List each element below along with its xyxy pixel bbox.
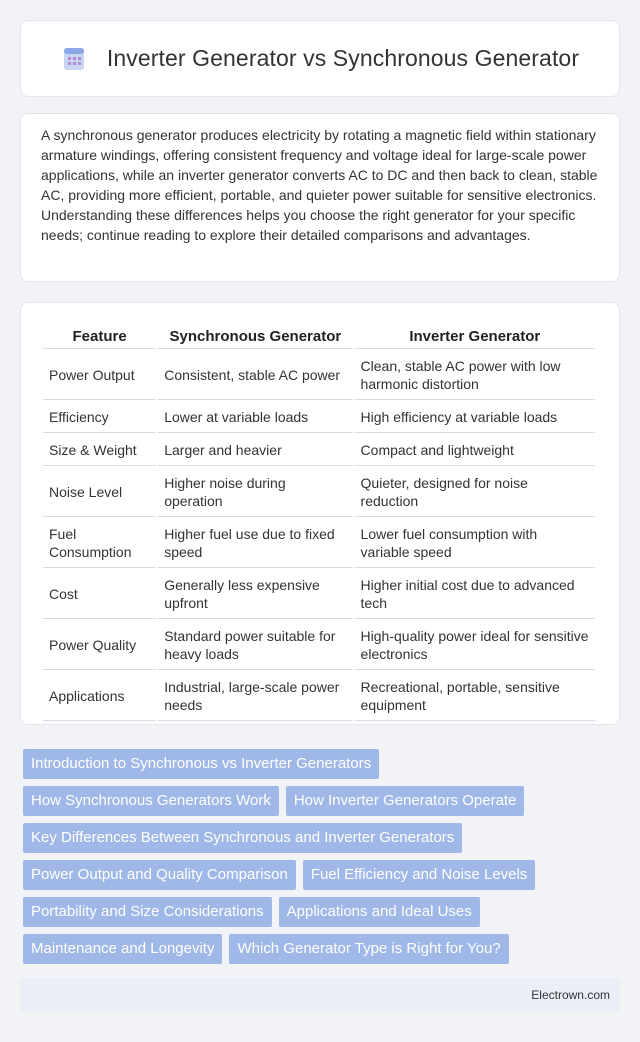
column-header-inverter: Inverter Generator bbox=[355, 325, 595, 349]
table-cell: Consistent, stable AC power bbox=[158, 351, 352, 400]
table-row bbox=[43, 570, 595, 619]
table-row bbox=[43, 435, 595, 466]
table-cell: Industrial, large-scale power needs bbox=[158, 672, 352, 721]
topic-link-portability[interactable]: Portability and Size Considerations bbox=[23, 897, 272, 927]
table-row bbox=[43, 621, 595, 670]
table-cell: High efficiency at variable loads bbox=[355, 402, 595, 433]
table-cell: Size & Weight bbox=[43, 435, 156, 466]
table-row bbox=[43, 351, 595, 400]
table-cell: Quieter, designed for noise reduction bbox=[355, 468, 595, 517]
table-cell: Power Output bbox=[43, 351, 156, 400]
topic-link-key-differences[interactable]: Key Differences Between Synchronous and Inverter Generators bbox=[23, 823, 462, 853]
table-cell: Applications bbox=[43, 672, 156, 721]
table-header-row bbox=[43, 325, 595, 349]
topic-link-inverter-operate[interactable]: How Inverter Generators Operate bbox=[286, 786, 525, 816]
link-row bbox=[23, 786, 623, 816]
table-cell: Lower at variable loads bbox=[158, 402, 352, 433]
intro-paragraph: A synchronous generator produces electricity by rotating a magnetic field within stationary armature windings, offering consistent frequency and voltage ideal for large-scale power applications, while an inverter generator converts AC to DC and then back to clean, stable AC, providing more efficient, portable, and quieter power suitable for sensitive electronics. Understanding these differences helps you choose the right generator for your specific needs; continue reading to explore their detailed comparisons and advantages. bbox=[41, 127, 598, 243]
table-row bbox=[43, 672, 595, 721]
intro-card bbox=[20, 113, 620, 282]
table-row bbox=[43, 402, 595, 433]
footer-site-name: Electrown.com bbox=[531, 988, 610, 1002]
table-cell: Clean, stable AC power with low harmonic distortion bbox=[355, 351, 595, 400]
topic-link-maintenance[interactable]: Maintenance and Longevity bbox=[23, 934, 222, 964]
comparison-table bbox=[41, 323, 597, 723]
topic-links bbox=[23, 749, 623, 971]
table-cell: Higher noise during operation bbox=[158, 468, 352, 517]
table-cell: Fuel Consumption bbox=[43, 519, 156, 568]
link-row bbox=[23, 860, 623, 890]
table-cell: Lower fuel consumption with variable speed bbox=[355, 519, 595, 568]
link-row bbox=[23, 749, 623, 779]
table-cell: Cost bbox=[43, 570, 156, 619]
page-title: Inverter Generator vs Synchronous Generator bbox=[106, 45, 580, 71]
document-icon bbox=[61, 46, 87, 72]
table-cell: Higher fuel use due to fixed speed bbox=[158, 519, 352, 568]
column-header-synchronous: Synchronous Generator bbox=[158, 325, 352, 349]
table-cell: Efficiency bbox=[43, 402, 156, 433]
link-row bbox=[23, 934, 623, 964]
link-row bbox=[23, 823, 623, 853]
link-row bbox=[23, 897, 623, 927]
footer bbox=[20, 978, 620, 1012]
topic-link-introduction[interactable]: Introduction to Synchronous vs Inverter Generators bbox=[23, 749, 379, 779]
topic-link-applications[interactable]: Applications and Ideal Uses bbox=[279, 897, 480, 927]
title-wrap bbox=[61, 45, 579, 72]
table-cell: High-quality power ideal for sensitive electronics bbox=[355, 621, 595, 670]
table-cell: Higher initial cost due to advanced tech bbox=[355, 570, 595, 619]
topic-link-synchronous-work[interactable]: How Synchronous Generators Work bbox=[23, 786, 279, 816]
topic-link-fuel-efficiency[interactable]: Fuel Efficiency and Noise Levels bbox=[303, 860, 536, 890]
table-cell: Compact and lightweight bbox=[355, 435, 595, 466]
table-row bbox=[43, 468, 595, 517]
table-cell: Power Quality bbox=[43, 621, 156, 670]
table-cell: Larger and heavier bbox=[158, 435, 352, 466]
table-cell: Recreational, portable, sensitive equipment bbox=[355, 672, 595, 721]
comparison-table-card bbox=[20, 302, 620, 725]
header-card bbox=[20, 20, 620, 97]
table-row bbox=[43, 519, 595, 568]
topic-link-which-generator[interactable]: Which Generator Type is Right for You? bbox=[229, 934, 508, 964]
table-cell: Generally less expensive upfront bbox=[158, 570, 352, 619]
table-cell: Noise Level bbox=[43, 468, 156, 517]
column-header-feature: Feature bbox=[43, 325, 156, 349]
table-cell: Standard power suitable for heavy loads bbox=[158, 621, 352, 670]
topic-link-power-output[interactable]: Power Output and Quality Comparison bbox=[23, 860, 296, 890]
